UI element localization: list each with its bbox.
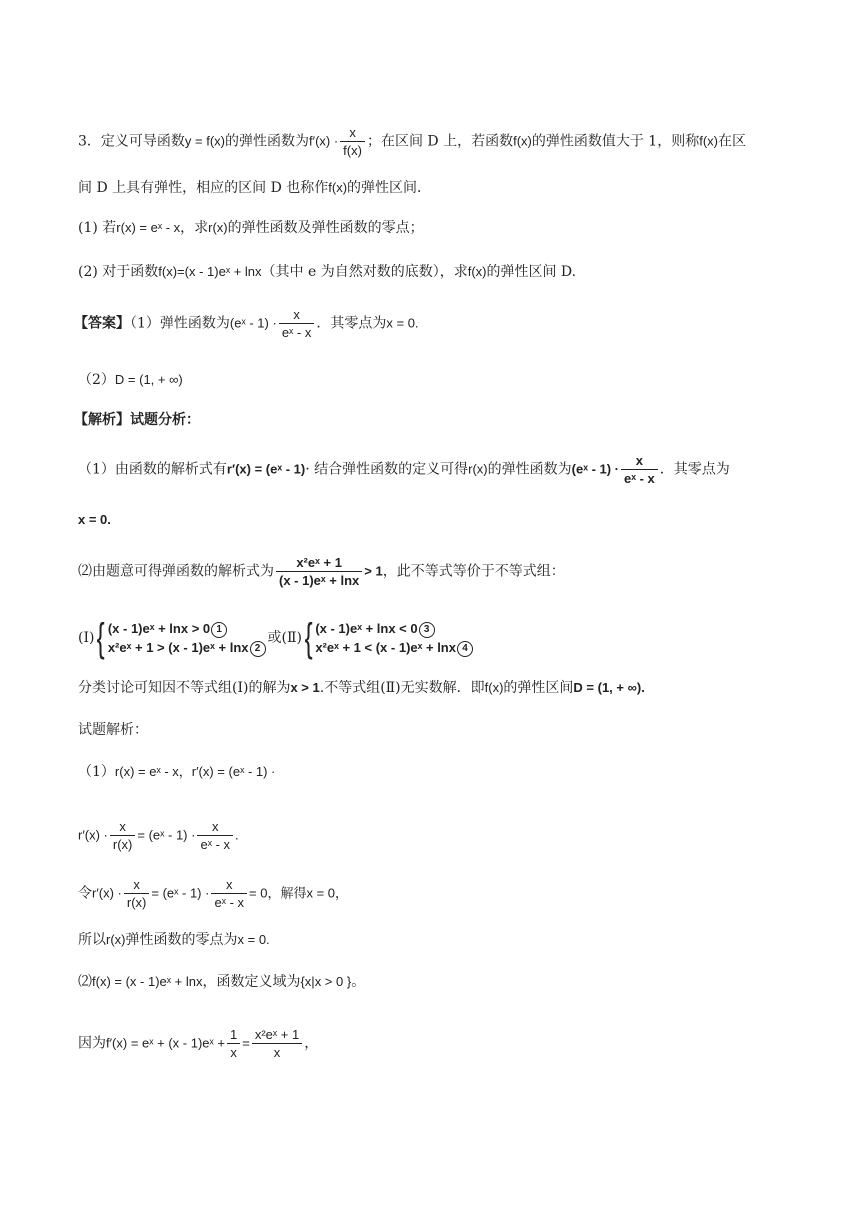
numerator: x <box>340 124 365 142</box>
math: y = f(x) <box>184 133 226 149</box>
math: f(x) <box>484 680 504 695</box>
inequality-systems <box>78 618 473 658</box>
analysis-line-2 <box>78 510 111 530</box>
text: 的弹性区间 <box>503 680 574 696</box>
math: f′(x) · <box>309 133 339 149</box>
text: ．其零点为 <box>659 461 730 478</box>
text: 的弹性区间． <box>347 180 432 196</box>
math: x = 0. <box>78 512 111 527</box>
analysis-line-5 <box>78 678 645 698</box>
text: （1）由函数的解析式有 <box>78 461 227 478</box>
text: 的弹性函数为 <box>487 461 572 478</box>
text: （1） <box>78 764 115 780</box>
text: 。 <box>351 974 366 990</box>
text: ．其零点为 <box>316 315 387 332</box>
math: r(x) = eˣ - x，r′(x) = (eˣ - 1) · <box>114 764 276 779</box>
inequality: (x - 1)eˣ + lnx < 0 <box>315 621 418 636</box>
solution-line-2 <box>78 818 239 853</box>
analysis-line-3 <box>78 554 565 589</box>
fraction <box>110 818 136 853</box>
text: ⑵ <box>78 974 92 990</box>
math: f(x)=(x - 1)eˣ + lnx <box>158 264 262 279</box>
text: 的弹性函数值大于 1，则称 <box>531 133 700 150</box>
fraction <box>211 876 247 911</box>
fraction <box>276 554 362 589</box>
text: 【解析】试题分析： <box>74 412 200 428</box>
math: r(x) <box>106 932 126 947</box>
text: （其中 e 为自然对数的底数），求 <box>261 264 468 280</box>
math: x = 0. <box>386 315 419 331</box>
numerator: 1 <box>227 1026 240 1044</box>
text: （1）弹性函数为 <box>130 315 230 332</box>
numerator: x <box>124 876 150 894</box>
brace: { <box>304 616 313 660</box>
denominator: (x - 1)eˣ + lnx <box>279 573 360 588</box>
answer-line-2 <box>78 370 183 390</box>
math: D = (1, + ∞) <box>114 372 183 387</box>
numerator: x <box>279 306 315 324</box>
denominator: r(x) <box>112 837 133 852</box>
denominator: x <box>230 1045 237 1060</box>
inequality: (x - 1)eˣ + lnx > 0 <box>107 621 211 636</box>
text: ，函数定义域为 <box>202 974 301 990</box>
fraction <box>124 876 150 911</box>
text: ，此不等式等价于不等式组： <box>382 563 565 580</box>
circled-number: 4 <box>457 641 473 657</box>
system-row <box>315 619 473 638</box>
fraction <box>227 1026 240 1061</box>
math: r(x) <box>208 220 228 235</box>
math: f′(x) = eˣ + (x - 1)eˣ + <box>106 1035 225 1051</box>
math: r′(x) · <box>92 885 122 901</box>
answer-line-1 <box>74 306 419 341</box>
math: {x|x > 0 } <box>300 974 352 989</box>
numerator: x <box>621 452 658 470</box>
text: 因为 <box>78 1035 106 1052</box>
text: (2) 对于函数 <box>78 264 159 280</box>
inequality-system-2 <box>302 618 473 658</box>
problem-line-1 <box>78 124 746 159</box>
text: 令 <box>78 885 92 902</box>
solution-line-3 <box>78 876 348 911</box>
solution-line-1 <box>78 762 275 782</box>
text: 所以 <box>78 932 106 948</box>
fraction <box>252 1026 302 1061</box>
math: = (eˣ - 1) · <box>137 827 196 843</box>
text: 弹性函数的零点为 <box>125 932 238 948</box>
denominator: eˣ - x <box>200 837 231 852</box>
text: 或(Ⅱ) <box>267 630 302 646</box>
math: = (eˣ - 1) · <box>151 885 210 901</box>
inequality: x²eˣ + 1 > (x - 1)eˣ + lnx <box>107 640 249 655</box>
math: f(x) <box>513 133 532 149</box>
math: f(x) <box>467 264 487 279</box>
math: = 0，解得 <box>249 885 307 901</box>
text: （2） <box>78 372 115 388</box>
text: 的弹性函数为 <box>225 133 310 150</box>
solution-line-5 <box>78 972 365 992</box>
analysis-line-1 <box>78 452 730 487</box>
question-1 <box>78 218 424 238</box>
answer-label: 【答案】 <box>74 315 130 332</box>
solution-line-4 <box>78 930 270 950</box>
text: ， <box>304 1035 319 1052</box>
system-body <box>108 619 266 657</box>
fraction <box>197 818 233 853</box>
numerator: x²eˣ + 1 <box>252 1026 302 1044</box>
system-row <box>108 619 266 638</box>
math: f(x) <box>328 180 348 195</box>
solution-line-6 <box>78 1026 318 1061</box>
denominator: eˣ - x <box>214 895 245 910</box>
fraction <box>279 306 315 341</box>
denominator: r(x) <box>126 895 147 910</box>
math: x = 0. <box>237 932 270 947</box>
circled-number: 1 <box>211 622 227 638</box>
denominator: eˣ - x <box>624 471 655 486</box>
math: f(x) = (x - 1)eˣ + lnx <box>92 974 203 989</box>
math: f(x) <box>699 133 718 149</box>
circled-number: 2 <box>250 641 266 657</box>
math: = <box>242 1035 250 1051</box>
math: . <box>235 827 239 843</box>
text: 间 D 上具有弹性，相应的区间 D 也称作 <box>78 180 329 196</box>
problem-number: 3． <box>78 133 101 150</box>
math: x = 0， <box>306 885 349 901</box>
text: ，求 <box>180 220 209 236</box>
math: D = (1, + ∞). <box>573 680 645 695</box>
text: (1) 若 <box>78 220 117 236</box>
text: 在区 <box>718 133 746 150</box>
numerator: x <box>197 818 233 836</box>
numerator: x <box>211 876 247 894</box>
fraction <box>340 124 365 159</box>
problem-line-2 <box>78 178 431 198</box>
text: ；在区间 D 上，若函数 <box>366 133 514 150</box>
math: (eˣ - 1) · <box>571 461 620 477</box>
math: r′(x) · <box>78 827 108 843</box>
numerator: x²eˣ + 1 <box>276 554 362 572</box>
text: .不等式组(Ⅱ)无实数解．即 <box>319 680 485 696</box>
math: r(x) <box>468 461 488 477</box>
inequality: x²eˣ + 1 < (x - 1)eˣ + lnx <box>315 640 456 655</box>
text: 定义可导函数 <box>100 133 185 150</box>
text: 试题解析： <box>78 722 148 738</box>
fraction <box>621 452 658 487</box>
denominator: x <box>273 1045 281 1060</box>
text: 的弹性函数及弹性函数的零点； <box>227 220 424 236</box>
math: r(x) = eˣ - x <box>116 220 181 235</box>
question-2 <box>78 262 576 282</box>
circled-number: 3 <box>419 622 435 638</box>
math: (eˣ - 1) · <box>229 315 277 331</box>
math: > 1 <box>364 563 383 579</box>
inequality-system-1 <box>94 618 265 658</box>
math: x > 1 <box>290 680 320 695</box>
text: · 结合弹性函数的定义可得 <box>305 461 469 478</box>
brace: { <box>97 616 106 660</box>
denominator: eˣ - x <box>281 325 312 340</box>
system-body <box>315 619 473 657</box>
numerator: x <box>110 818 136 836</box>
math: r′(x) = (eˣ - 1) <box>226 461 306 477</box>
text: 的弹性区间 D. <box>486 264 577 280</box>
analysis-heading <box>74 410 200 430</box>
system-row <box>108 638 266 657</box>
system-row <box>315 638 473 657</box>
text: ⑵由题意可得弹函数的解析式为 <box>78 563 274 580</box>
denominator: f(x) <box>343 143 362 158</box>
text: 分类讨论可知因不等式组(Ⅰ)的解为 <box>78 680 291 696</box>
system-label: (Ⅰ) <box>78 630 95 646</box>
solution-heading <box>78 720 148 740</box>
